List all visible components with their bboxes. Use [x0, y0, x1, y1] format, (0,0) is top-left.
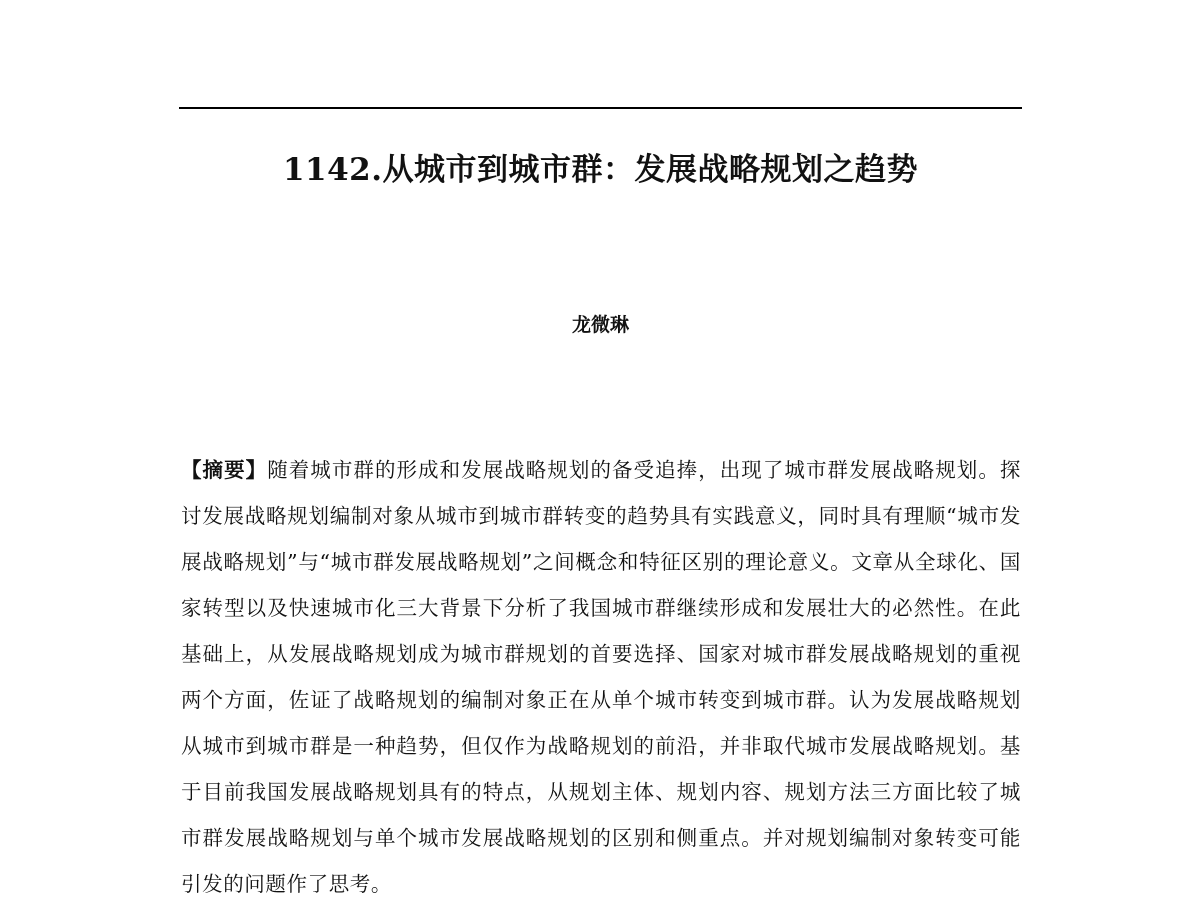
- document-title: 1142.从城市到城市群：发展战略规划之趋势: [282, 152, 919, 188]
- abstract-label: 【摘要】: [181, 458, 268, 482]
- abstract-paragraph: [181, 447, 1021, 897]
- abstract-text: 随着城市群的形成和发展战略规划的备受追捧，出现了城市群发展战略规划。探讨发展战略规划编制对象从城市到城市群转变的趋势具有实践意义，同时具有理顺“城市发展战略规划”与“城市群发展战略规划”之间概念和特征区别的理论意义。文章从全球化、国家转型以及快速城市化三大背景下分析了我国城市群继续形成和发展壮大的必然性。在此基础上，从发展战略规划成为城市群规划的首要选择、国家对城市群发展战略规划的重视两个方面，佐证了战略规划的编制对象正在从单个城市转变到城市群。认为发展战略规划从城市到城市群是一种趋势，但仅作为战略规划的前沿，并非取代城市发展战略规划。基于目前我国发展战略规划具有的特点，从规划主体、规划内容、规划方法三方面比较了城市群发展战略规划与单个城市发展战略规划的区别和侧重点。并对规划编制对象转变可能引发的问题作了思考。: [181, 458, 1021, 896]
- author-name: 龙微琳: [571, 314, 629, 336]
- header-rule: [179, 107, 1022, 109]
